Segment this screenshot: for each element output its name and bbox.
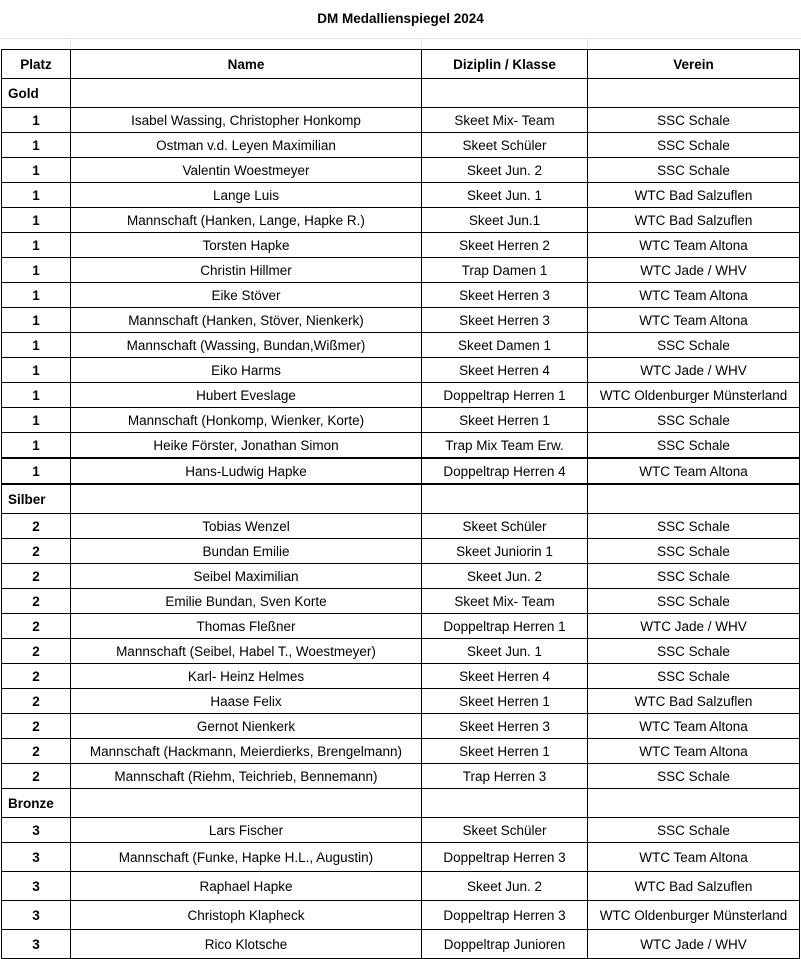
table-row xyxy=(2,564,800,589)
empty-cell xyxy=(71,789,422,818)
cell-name: Karl- Heinz Helmes xyxy=(71,664,422,689)
table-row xyxy=(2,408,800,433)
cell-disziplin: Skeet Jun. 2 xyxy=(422,872,588,901)
header-verein: Verein xyxy=(588,50,800,79)
cell-platz: 1 xyxy=(2,258,71,283)
cell-name: Lars Fischer xyxy=(71,818,422,843)
cell-verein: SSC Schale xyxy=(588,514,800,539)
cell-disziplin: Skeet Herren 3 xyxy=(422,714,588,739)
cell-verein: SSC Schale xyxy=(588,664,800,689)
section-row-silber xyxy=(2,484,800,514)
medal-table xyxy=(1,49,800,959)
cell-verein: SSC Schale xyxy=(588,564,800,589)
cell-name: Mannschaft (Hanken, Lange, Hapke R.) xyxy=(71,208,422,233)
cell-disziplin: Skeet Jun. 2 xyxy=(422,564,588,589)
cell-name: Gernot Nienkerk xyxy=(71,714,422,739)
empty-cell xyxy=(71,484,422,514)
cell-name: Mannschaft (Hackmann, Meierdierks, Brengelmann) xyxy=(71,739,422,764)
cell-disziplin: Skeet Herren 3 xyxy=(422,283,588,308)
cell-name: Mannschaft (Funke, Hapke H.L., Augustin) xyxy=(71,843,422,872)
cell-verein: WTC Jade / WHV xyxy=(588,258,800,283)
cell-verein: WTC Team Altona xyxy=(588,308,800,333)
cell-verein: SSC Schale xyxy=(588,589,800,614)
header-platz: Platz xyxy=(2,50,71,79)
cell-platz: 2 xyxy=(2,689,71,714)
cell-disziplin: Skeet Juniorin 1 xyxy=(422,539,588,564)
cell-name: Ostman v.d. Leyen Maximilian xyxy=(71,133,422,158)
table-row xyxy=(2,308,800,333)
cell-name: Mannschaft (Seibel, Habel T., Woestmeyer) xyxy=(71,639,422,664)
table-row xyxy=(2,714,800,739)
cell-verein: SSC Schale xyxy=(588,818,800,843)
cell-platz: 2 xyxy=(2,764,71,789)
empty-cell xyxy=(588,79,800,108)
cell-verein: WTC Team Altona xyxy=(588,458,800,484)
cell-disziplin: Skeet Herren 1 xyxy=(422,408,588,433)
cell-verein: SSC Schale xyxy=(588,333,800,358)
cell-disziplin: Skeet Mix- Team xyxy=(422,589,588,614)
cell-platz: 2 xyxy=(2,739,71,764)
cell-disziplin: Doppeltrap Herren 1 xyxy=(422,383,588,408)
cell-verein: WTC Jade / WHV xyxy=(588,930,800,959)
table-row xyxy=(2,433,800,459)
empty-cell xyxy=(588,789,800,818)
table-row xyxy=(2,818,800,843)
cell-disziplin: Skeet Jun. 2 xyxy=(422,158,588,183)
table-body xyxy=(2,79,800,959)
cell-verein: SSC Schale xyxy=(588,108,800,133)
cell-disziplin: Doppeltrap Junioren xyxy=(422,930,588,959)
cell-platz: 1 xyxy=(2,308,71,333)
cell-platz: 3 xyxy=(2,901,71,930)
table-row xyxy=(2,689,800,714)
cell-verein: WTC Bad Salzuflen xyxy=(588,208,800,233)
section-label: Bronze xyxy=(2,789,71,818)
cell-name: Tobias Wenzel xyxy=(71,514,422,539)
cell-disziplin: Trap Mix Team Erw. xyxy=(422,433,588,459)
table-row xyxy=(2,514,800,539)
cell-platz: 1 xyxy=(2,358,71,383)
cell-name: Hubert Eveslage xyxy=(71,383,422,408)
cell-name: Mannschaft (Riehm, Teichrieb, Bennemann) xyxy=(71,764,422,789)
cell-platz: 1 xyxy=(2,133,71,158)
cell-disziplin: Skeet Schüler xyxy=(422,133,588,158)
table-row xyxy=(2,872,800,901)
cell-name: Seibel Maximilian xyxy=(71,564,422,589)
cell-name: Eiko Harms xyxy=(71,358,422,383)
sheet-title: DM Medallienspiegel 2024 xyxy=(317,11,484,26)
cell-verein: SSC Schale xyxy=(588,539,800,564)
cell-platz: 3 xyxy=(2,843,71,872)
cell-name: Bundan Emilie xyxy=(71,539,422,564)
cell-name: Thomas Fleßner xyxy=(71,614,422,639)
table-row xyxy=(2,358,800,383)
cell-platz: 1 xyxy=(2,333,71,358)
table-row xyxy=(2,183,800,208)
cell-disziplin: Doppeltrap Herren 1 xyxy=(422,614,588,639)
table-row xyxy=(2,589,800,614)
cell-platz: 1 xyxy=(2,208,71,233)
section-row-gold xyxy=(2,79,800,108)
cell-disziplin: Skeet Mix- Team xyxy=(422,108,588,133)
cell-platz: 2 xyxy=(2,589,71,614)
cell-name: Eike Stöver xyxy=(71,283,422,308)
cell-platz: 1 xyxy=(2,433,71,459)
empty-cell xyxy=(422,79,588,108)
table-row xyxy=(2,108,800,133)
table-row xyxy=(2,639,800,664)
cell-verein: WTC Team Altona xyxy=(588,739,800,764)
cell-name: Heike Förster, Jonathan Simon xyxy=(71,433,422,459)
gridline xyxy=(421,38,422,49)
cell-name: Haase Felix xyxy=(71,689,422,714)
cell-disziplin: Skeet Damen 1 xyxy=(422,333,588,358)
cell-disziplin: Trap Damen 1 xyxy=(422,258,588,283)
cell-disziplin: Skeet Schüler xyxy=(422,818,588,843)
cell-name: Christin Hillmer xyxy=(71,258,422,283)
cell-platz: 1 xyxy=(2,233,71,258)
cell-disziplin: Doppeltrap Herren 3 xyxy=(422,843,588,872)
cell-verein: SSC Schale xyxy=(588,408,800,433)
table-row xyxy=(2,458,800,484)
table-row xyxy=(2,158,800,183)
empty-cell xyxy=(71,79,422,108)
header-disziplin: Diziplin / Klasse xyxy=(422,50,588,79)
cell-verein: WTC Team Altona xyxy=(588,714,800,739)
cell-verein: SSC Schale xyxy=(588,158,800,183)
cell-disziplin: Skeet Jun. 1 xyxy=(422,183,588,208)
cell-platz: 2 xyxy=(2,514,71,539)
cell-name: Isabel Wassing, Christopher Honkomp xyxy=(71,108,422,133)
cell-platz: 2 xyxy=(2,639,71,664)
cell-platz: 2 xyxy=(2,539,71,564)
cell-verein: SSC Schale xyxy=(588,133,800,158)
cell-disziplin: Skeet Herren 4 xyxy=(422,358,588,383)
cell-verein: WTC Oldenburger Münsterland xyxy=(588,383,800,408)
cell-platz: 2 xyxy=(2,664,71,689)
cell-name: Hans-Ludwig Hapke xyxy=(71,458,422,484)
table-row xyxy=(2,664,800,689)
cell-disziplin: Trap Herren 3 xyxy=(422,764,588,789)
table-row xyxy=(2,764,800,789)
cell-name: Lange Luis xyxy=(71,183,422,208)
table-row xyxy=(2,614,800,639)
empty-cell xyxy=(588,484,800,514)
cell-verein: WTC Bad Salzuflen xyxy=(588,872,800,901)
cell-disziplin: Skeet Herren 1 xyxy=(422,689,588,714)
section-row-bronze xyxy=(2,789,800,818)
cell-platz: 1 xyxy=(2,183,71,208)
cell-disziplin: Skeet Herren 2 xyxy=(422,233,588,258)
cell-platz: 1 xyxy=(2,408,71,433)
cell-verein: WTC Bad Salzuflen xyxy=(588,183,800,208)
cell-name: Torsten Hapke xyxy=(71,233,422,258)
cell-platz: 1 xyxy=(2,383,71,408)
cell-verein: WTC Team Altona xyxy=(588,283,800,308)
gridline xyxy=(587,38,588,49)
cell-verein: WTC Team Altona xyxy=(588,233,800,258)
cell-verein: WTC Team Altona xyxy=(588,843,800,872)
table-row xyxy=(2,739,800,764)
cell-platz: 1 xyxy=(2,458,71,484)
cell-disziplin: Skeet Herren 3 xyxy=(422,308,588,333)
cell-platz: 3 xyxy=(2,818,71,843)
cell-platz: 1 xyxy=(2,158,71,183)
table-row xyxy=(2,901,800,930)
cell-name: Emilie Bundan, Sven Korte xyxy=(71,589,422,614)
header-name: Name xyxy=(71,50,422,79)
cell-verein: SSC Schale xyxy=(588,639,800,664)
cell-verein: WTC Jade / WHV xyxy=(588,358,800,383)
cell-disziplin: Doppeltrap Herren 3 xyxy=(422,901,588,930)
table-row xyxy=(2,133,800,158)
cell-verein: SSC Schale xyxy=(588,433,800,459)
table-row xyxy=(2,333,800,358)
cell-name: Raphael Hapke xyxy=(71,872,422,901)
cell-platz: 3 xyxy=(2,872,71,901)
section-label: Gold xyxy=(2,79,71,108)
cell-platz: 1 xyxy=(2,108,71,133)
table-row xyxy=(2,383,800,408)
cell-platz: 2 xyxy=(2,614,71,639)
cell-platz: 1 xyxy=(2,283,71,308)
empty-cell xyxy=(422,789,588,818)
cell-name: Mannschaft (Hanken, Stöver, Nienkerk) xyxy=(71,308,422,333)
cell-disziplin: Skeet Jun.1 xyxy=(422,208,588,233)
table-row xyxy=(2,258,800,283)
cell-verein: WTC Jade / WHV xyxy=(588,614,800,639)
table-row xyxy=(2,843,800,872)
section-label: Silber xyxy=(2,484,71,514)
cell-disziplin: Skeet Jun. 1 xyxy=(422,639,588,664)
cell-name: Christoph Klapheck xyxy=(71,901,422,930)
table-row xyxy=(2,233,800,258)
cell-platz: 3 xyxy=(2,930,71,959)
table-row xyxy=(2,283,800,308)
cell-disziplin: Skeet Herren 1 xyxy=(422,739,588,764)
cell-disziplin: Skeet Herren 4 xyxy=(422,664,588,689)
cell-platz: 2 xyxy=(2,564,71,589)
empty-cell xyxy=(422,484,588,514)
table-row xyxy=(2,208,800,233)
cell-name: Valentin Woestmeyer xyxy=(71,158,422,183)
cell-disziplin: Skeet Schüler xyxy=(422,514,588,539)
cell-name: Mannschaft (Honkomp, Wienker, Korte) xyxy=(71,408,422,433)
cell-name: Rico Klotsche xyxy=(71,930,422,959)
cell-platz: 2 xyxy=(2,714,71,739)
gridline xyxy=(70,38,71,49)
table-row xyxy=(2,930,800,959)
cell-disziplin: Doppeltrap Herren 4 xyxy=(422,458,588,484)
table-row xyxy=(2,539,800,564)
gridline xyxy=(0,38,801,39)
cell-verein: WTC Bad Salzuflen xyxy=(588,689,800,714)
cell-verein: WTC Oldenburger Münsterland xyxy=(588,901,800,930)
cell-verein: SSC Schale xyxy=(588,764,800,789)
cell-name: Mannschaft (Wassing, Bundan,Wißmer) xyxy=(71,333,422,358)
header-row xyxy=(2,50,800,79)
